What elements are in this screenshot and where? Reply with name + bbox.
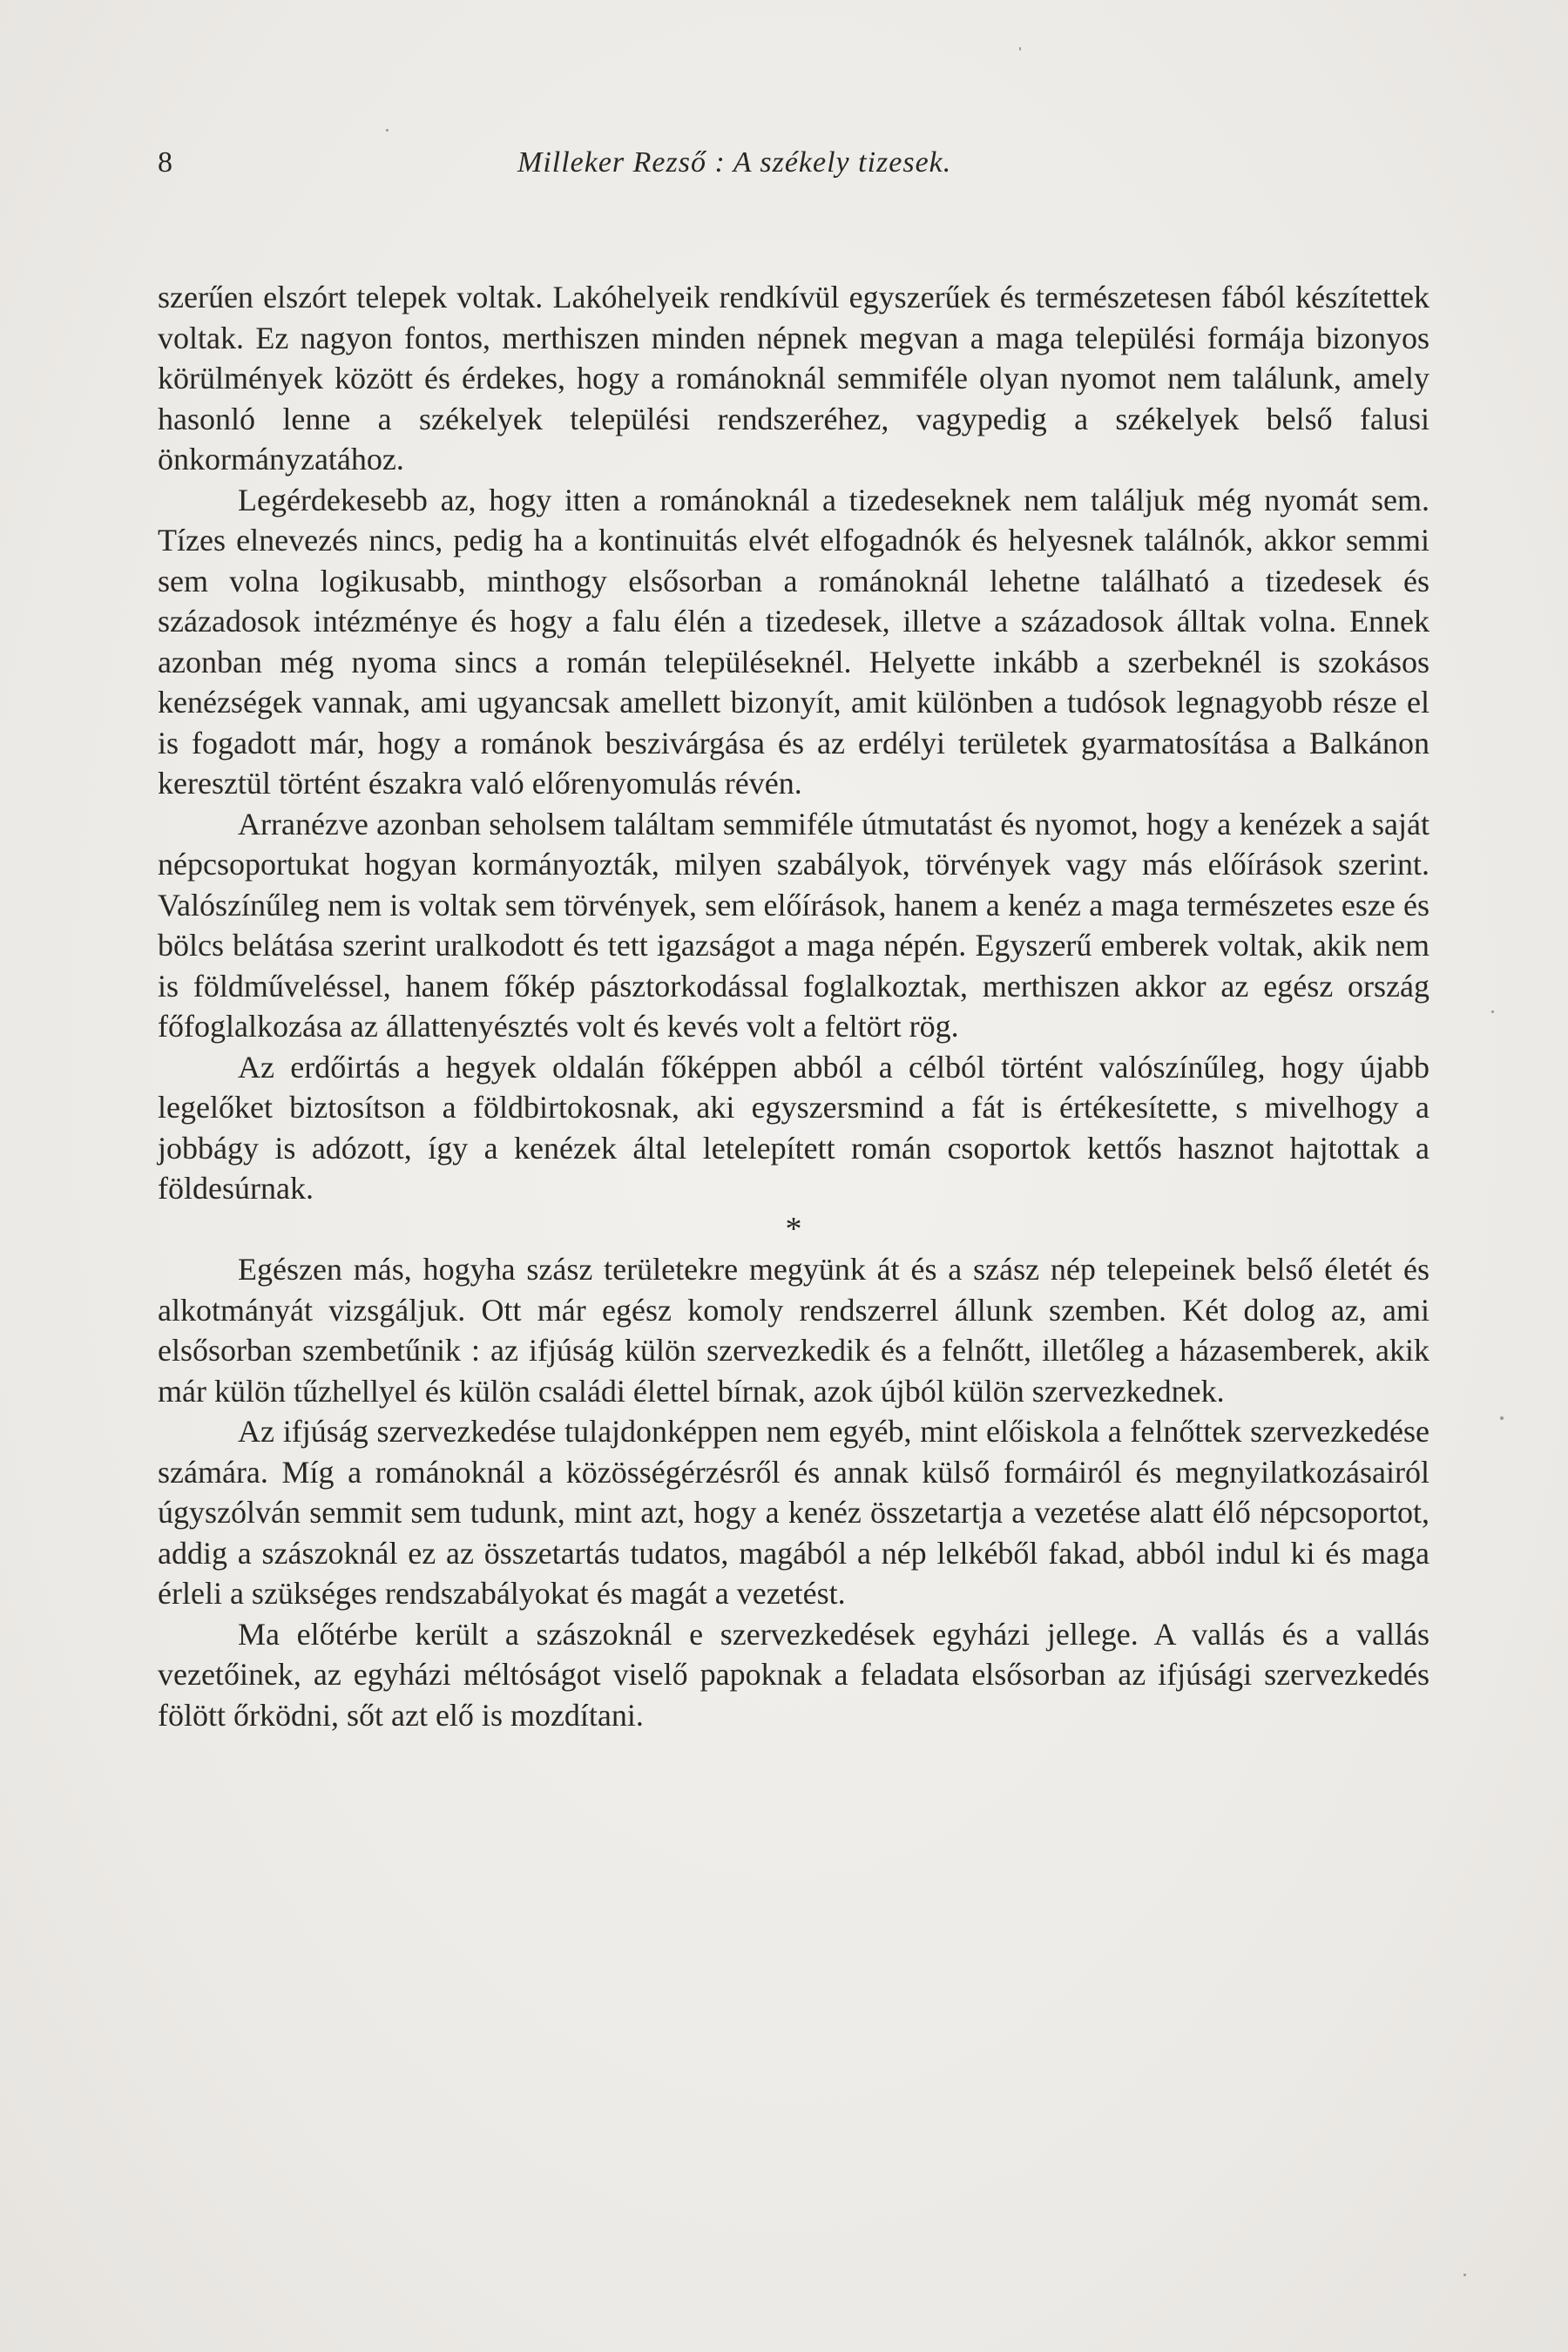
paragraph-2: Legérdekesebb az, hogy itten a románoknál a tizedeseknek nem találjuk még nyomát sem. Tízes elnevezés nincs, pedig ha a kontinuitás elvét elfogadnók és helyesnek találnók, akkor semmi sem volna logikusabb, minthogy elsősorban a románoknál lehetne található a tizedesek és századosok intézménye és hogy a falu élén a tizedesek, illetve a századosok álltak volna. Ennek azonban még nyoma sincs a román településeknél. Helyette inkább a szerbeknél is szokásos kenézségek vannak, ami ugyancsak amellett bizonyít, amit különben a tudósok legnagyobb része el is fogadott már, hogy a románok beszivárgása és az erdélyi területek gyarmatosítása a Balkánon keresztül történt északra való előrenyomulás révén. bbox=[158, 482, 1429, 801]
paper-speck bbox=[1491, 1010, 1494, 1013]
paragraph-6: Az ifjúság szervezkedése tulajdonképpen nem egyéb, mint előiskola a felnőttek szervezkedése számára. Míg a románoknál a közösségérzésről és annak külső formáiról és megnyilatkozásairól úgyszólván semmit sem tudunk, mint azt, hogy a kenéz összetartja a vezetése alatt élő népcsoportot, addig a szászoknál ez az összetartás tudatos, magából a nép lelkéből fakad, abból indul ki és maga érleli a szükséges rendszabályokat és magát a vezetést. bbox=[158, 1414, 1429, 1611]
paper-speck bbox=[1500, 1416, 1504, 1420]
paper-speck bbox=[386, 129, 389, 132]
running-title: Milleker Rezső : A székely tizesek. bbox=[517, 146, 952, 179]
body-text bbox=[158, 277, 1429, 1735]
paragraph-7: Ma előtérbe került a szászoknál e szervezkedések egyházi jellege. A vallás és a vallás vezetőinek, az egyházi méltóságot viselő papoknak a feladata elsősorban az ifjúsági szervezkedés fölött őrködni, sőt azt elő is mozdítani. bbox=[158, 1616, 1429, 1733]
paragraph-1: szerűen elszórt telepek voltak. Lakóhelyeik rendkívül egyszerűek és természetesen fából készítettek voltak. Ez nagyon fontos, merthiszen minden népnek megvan a maga települési formája bizonyos körülmények között és érdekes, hogy a románoknál semmiféle olyan nyomot nem találunk, amely hasonló lenne a székelyek települési rendszeréhez, vagypedig a székelyek belső falusi önkormányzatához. bbox=[158, 280, 1429, 476]
paragraph-4: Az erdőirtás a hegyek oldalán főképpen abból a célból történt valószínűleg, hogy újabb legelőket biztosítson a földbirtokosnak, aki egyszersmind a fát is értékesítette, s mivelhogy a jobbágy is adózott, így a kenézek által letelepített román csoportok kettős hasznot hajtottak a földesúrnak. bbox=[158, 1049, 1429, 1206]
section-break-asterisk: * bbox=[785, 1210, 802, 1247]
paper-speck bbox=[1019, 47, 1021, 51]
paragraph-3: Arranézve azonban seholsem találtam semmiféle útmutatást és nyomot, hogy a kenézek a saját népcsoportukat hogyan kormányozták, milyen szabályok, törvények vagy más előírások szerint. Valószínűleg nem is voltak sem törvények, sem előírások, hanem a kenéz a maga természetes esze és bölcs belátása szerint uralkodott és tett igazságot a maga népén. Egyszerű emberek voltak, akik nem is földműveléssel, hanem főkép pásztorkodással foglalkoztak, merthiszen akkor az egész ország főfoglalkozása az állattenyésztés volt és kevés volt a feltört rög. bbox=[158, 806, 1429, 1044]
page-header bbox=[158, 146, 1429, 199]
paragraph-5: Egészen más, hogyha szász területekre megyünk át és a szász nép telepeinek belső életét és alkotmányát vizsgáljuk. Ott már egész komoly rendszerrel állunk szemben. Két dolog az, ami elsősorban szembetűnik : az ifjúság külön szervezkedik és a felnőtt, illetőleg a házasemberek, akik már külön tűzhellyel és külön családi élettel bírnak, azok újból külön szervezkednek. bbox=[158, 1252, 1429, 1409]
paper-speck bbox=[1463, 2274, 1466, 2276]
page-number: 8 bbox=[158, 146, 173, 179]
